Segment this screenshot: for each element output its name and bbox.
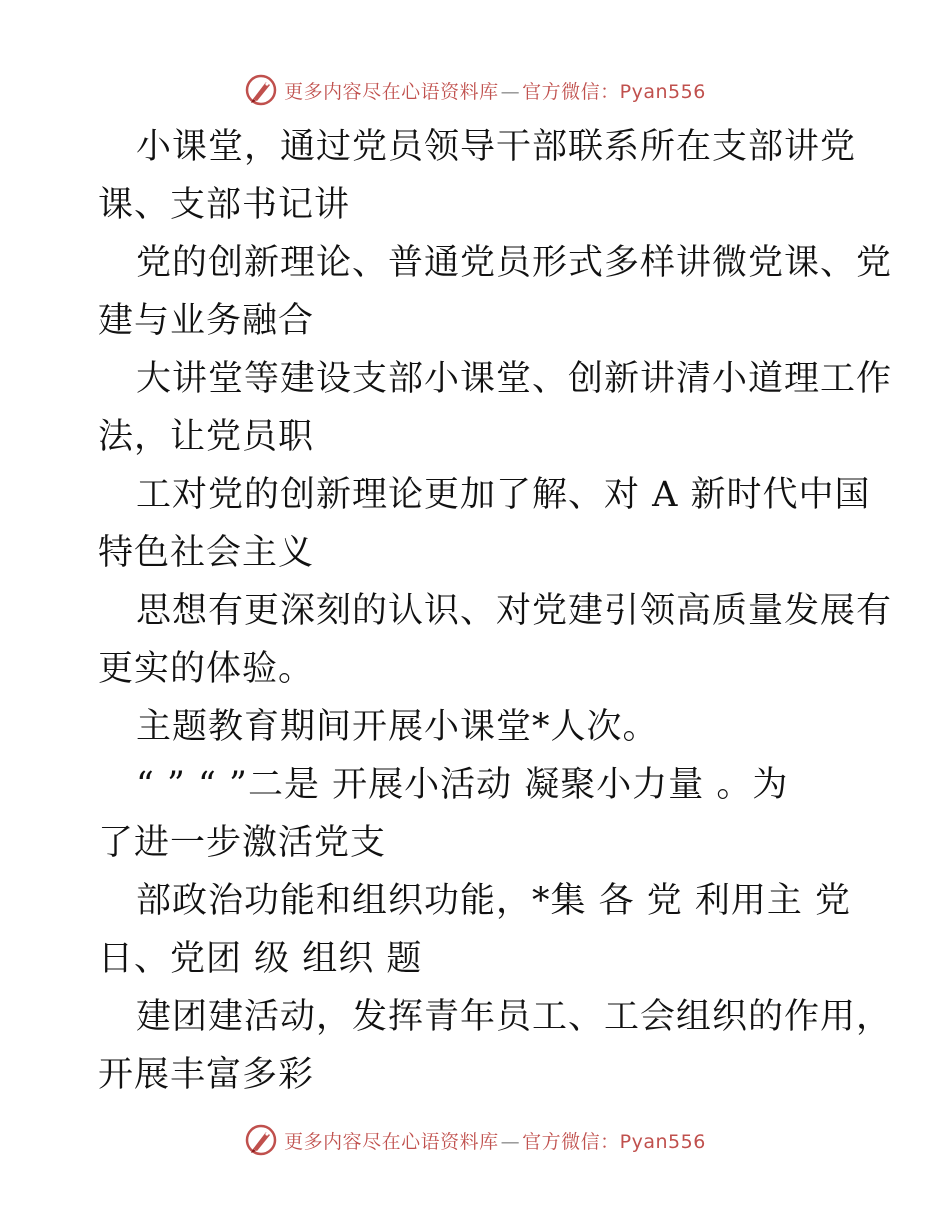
body-line: 工对党的创新理论更加了解、对 A 新时代中国 [136,475,871,515]
body-line: 日、党团 级 组织 题 [98,939,423,979]
body-line: “ ” “ ”二是 开展小活动 凝聚小力量 。为 [136,765,789,805]
body-line: 开展丰富多彩 [98,1055,315,1095]
body-line: 了进一步激活党支 [98,823,387,863]
body-line: 大讲堂等建设支部小课堂、创新讲清小道理工作 [136,359,893,399]
body-line: 部政治功能和组织功能，*集 各 党 利用主 党 [136,881,852,921]
body-line: 党的创新理论、普通党员形式多样讲微党课、党 [136,243,893,283]
watermark-text: 更多内容尽在心语资料库 — 官方微信：Pyan556 [284,1130,706,1153]
body-line: 更实的体验。 [98,649,315,689]
body-line: 小课堂，通过党员领导干部联系所在支部讲党 [136,127,857,167]
body-line: 主题教育期间开展小课堂*人次。 [136,707,659,747]
body-line: 特色社会主义 [98,533,315,573]
document-body [98,118,893,1104]
body-line: 法，让党员职 [98,417,315,457]
footer-watermark [0,1120,950,1160]
body-line: 建团建活动，发挥青年员工、工会组织的作用， [136,997,893,1037]
header-watermark [0,70,950,110]
pen-nib-logo-icon [244,1123,278,1157]
body-line: 建与业务融合 [98,301,315,341]
watermark-text: 更多内容尽在心语资料库 — 官方微信：Pyan556 [284,80,706,103]
body-line: 思想有更深刻的认识、对党建引领高质量发展有 [136,591,893,631]
pen-nib-logo-icon [244,73,278,107]
body-line: 课、支部书记讲 [98,185,351,225]
